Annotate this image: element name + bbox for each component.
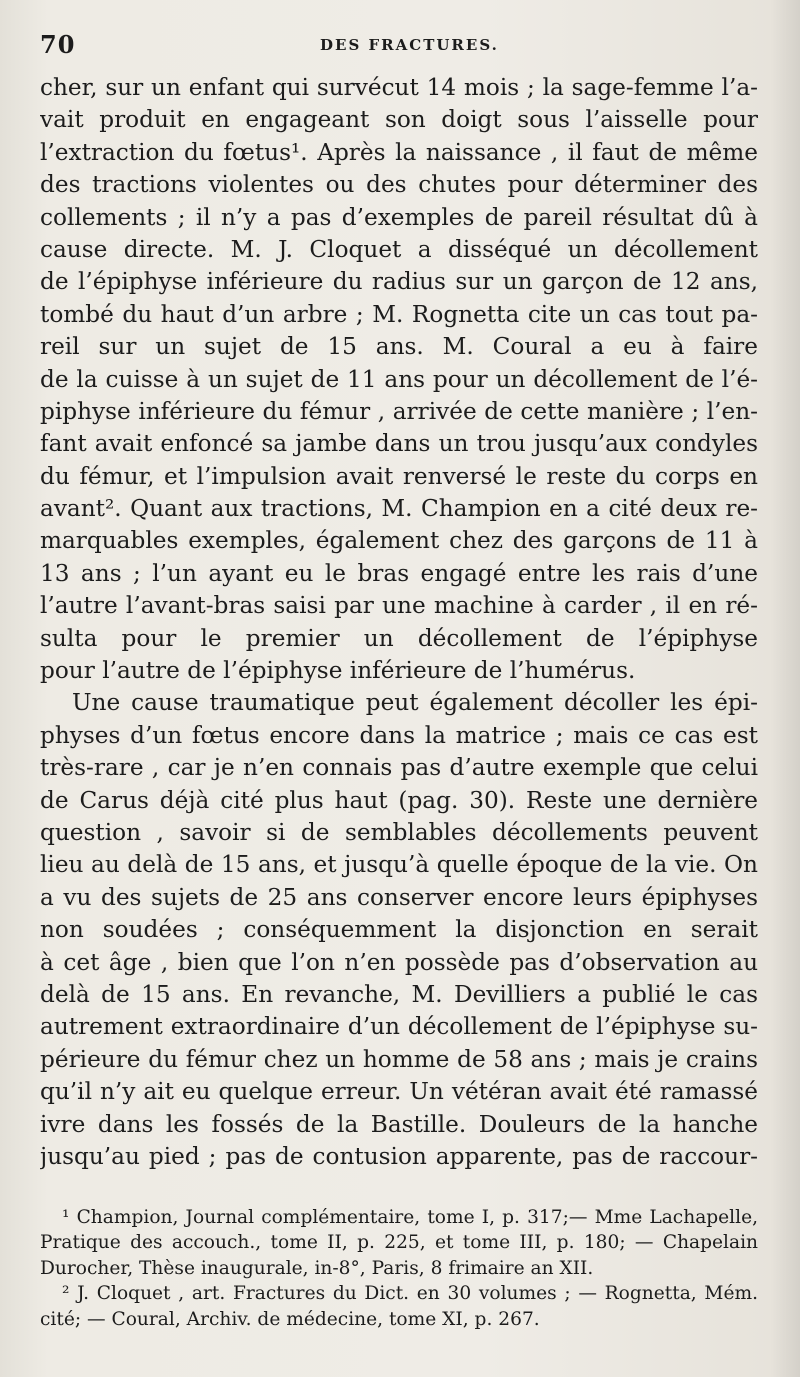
text-line: fant avait enfoncé sa jambe dans un trou jusqu’aux condyles bbox=[40, 430, 758, 458]
text-line: jusqu’au pied ; pas de contusion apparente, pas de raccour- bbox=[40, 1142, 758, 1170]
text-line: avant². Quant aux tractions, M. Champion en a cité deux re- bbox=[40, 495, 758, 523]
footnote-line: Pratique des accouch., tome II, p. 225, et tome III, p. 180; — Chapelain bbox=[40, 1232, 758, 1254]
footnote-line: ² J. Cloquet , art. Fractures du Dict. en 30 volumes ; — Rognetta, Mém. bbox=[62, 1283, 758, 1305]
text-line: collements ; il n’y a pas d’exemples de pareil résultat dû à bbox=[40, 203, 758, 231]
text-line: a vu des sujets de 25 ans conserver encore leurs épiphyses bbox=[40, 883, 758, 911]
text-line: non soudées ; conséquemment la disjonction en serait bbox=[40, 916, 758, 944]
text-line: physes d’un fœtus encore dans la matrice ; mais ce cas est bbox=[40, 721, 758, 749]
text-line: de l’épiphyse inférieure du radius sur un garçon de 12 ans, bbox=[40, 268, 758, 296]
text-line: autrement extraordinaire d’un décollement de l’épiphyse su- bbox=[40, 1013, 758, 1041]
footnote-line: Durocher, Thèse inaugurale, in-8°, Paris, 8 frimaire an XII. bbox=[40, 1257, 594, 1279]
text-line: à cet âge , bien que l’on n’en possède pas d’observation au bbox=[40, 948, 758, 976]
text-line: lieu au delà de 15 ans, et jusqu’à quelle époque de la vie. On bbox=[40, 851, 758, 879]
text-line: question , savoir si de semblables décollements peuvent bbox=[40, 818, 758, 846]
text-line: de la cuisse à un sujet de 11 ans pour un décollement de l’é- bbox=[40, 365, 758, 393]
text-line: périeure du fémur chez un homme de 58 ans ; mais je crains bbox=[40, 1045, 758, 1073]
footnote-line: ¹ Champion, Journal complémentaire, tome I, p. 317;— Mme Lachapelle, bbox=[62, 1207, 758, 1228]
text-line: vait produit en engageant son doigt sous l’aisselle pour bbox=[40, 106, 758, 134]
text-line: l’autre l’avant-bras saisi par une machine à carder , il en ré- bbox=[40, 592, 758, 620]
text-line: Une cause traumatique peut également décoller les épi- bbox=[72, 689, 758, 717]
text-line: l’extraction du fœtus¹. Après la naissance , il faut de même bbox=[40, 138, 758, 166]
text-line: de Carus déjà cité plus haut (pag. 30). Reste une dernière bbox=[40, 786, 758, 814]
page-number: 70 bbox=[40, 30, 76, 59]
running-head: DES FRACTURES. bbox=[320, 36, 499, 54]
text-line: pour l’autre de l’épiphyse inférieure de l’humérus. bbox=[40, 657, 636, 685]
text-line: marquables exemples, également chez des garçons de 11 à bbox=[40, 527, 758, 555]
text-line: du fémur, et l’impulsion avait renversé le reste du corps en bbox=[40, 462, 758, 490]
text-line: cause directe. M. J. Cloquet a disséqué un décollement bbox=[40, 235, 758, 263]
body-text bbox=[40, 72, 758, 1173]
page-header bbox=[40, 30, 760, 62]
footnotes bbox=[40, 1205, 758, 1332]
text-line: ivre dans les fossés de la Bastille. Douleurs de la hanche bbox=[40, 1110, 758, 1138]
text-line: très-rare , car je n’en connais pas d’autre exemple que celui bbox=[40, 754, 758, 782]
page-edge-shadow bbox=[770, 0, 800, 1377]
text-line: piphyse inférieure du fémur , arrivée de cette manière ; l’en- bbox=[40, 397, 758, 425]
text-line: 13 ans ; l’un ayant eu le bras engagé entre les rais d’une bbox=[40, 559, 758, 587]
footnote-line: cité; — Coural, Archiv. de médecine, tome XI, p. 267. bbox=[40, 1308, 540, 1330]
text-line: reil sur un sujet de 15 ans. M. Coural a eu à faire bbox=[40, 333, 758, 361]
text-line: tombé du haut d’un arbre ; M. Rognetta cite un cas tout pa- bbox=[40, 300, 758, 328]
text-line: cher, sur un enfant qui survécut 14 mois ; la sage-femme l’a- bbox=[40, 74, 758, 101]
text-line: qu’il n’y ait eu quelque erreur. Un vétéran avait été ramassé bbox=[40, 1078, 758, 1106]
text-line: des tractions violentes ou des chutes pour déterminer des bbox=[40, 171, 758, 199]
text-line: sulta pour le premier un décollement de l’épiphyse bbox=[40, 624, 758, 652]
text-line: delà de 15 ans. En revanche, M. Devilliers a publié le cas bbox=[40, 980, 758, 1008]
